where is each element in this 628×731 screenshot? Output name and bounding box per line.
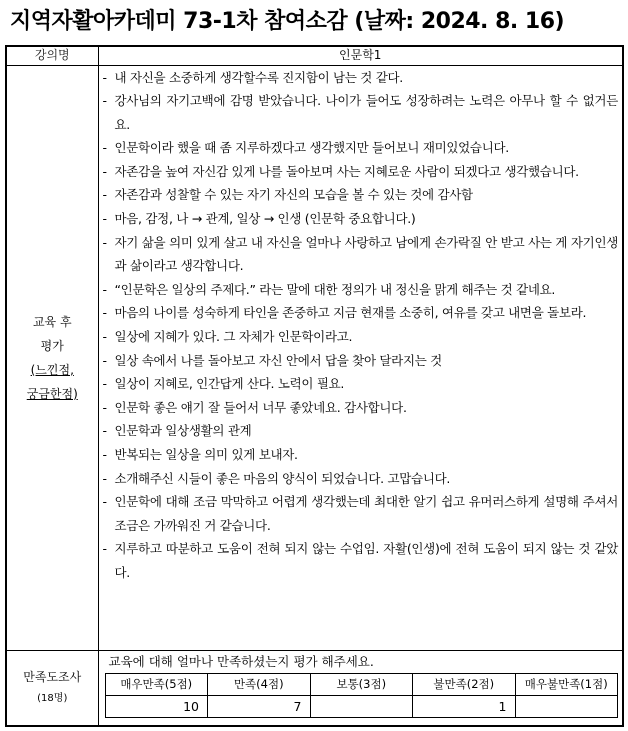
list-item — [101, 419, 619, 443]
list-item — [101, 467, 619, 491]
list-bullet: - — [102, 447, 107, 462]
satisfaction-value-cell: 1 — [413, 695, 516, 717]
list-item — [101, 396, 619, 420]
satisfaction-value-cell: 7 — [208, 695, 311, 717]
list-bullet: - — [102, 281, 107, 297]
list-item — [101, 183, 619, 207]
satisfaction-label-cell — [6, 650, 98, 726]
evaluation-label-line4: 궁금한점) — [26, 386, 78, 401]
list-item-text: 자존감과 성찰할 수 있는 자기 자신의 모습을 볼 수 있는 것에 감사함 — [114, 187, 473, 203]
list-bullet: - — [102, 93, 107, 109]
list-item-text: 인문학에 대해 조금 막막하고 어렵게 생각했는데 최대한 알기 쉽고 유머러스하게 설명해 주셔서 조금은 가까워진 거 같습니다. — [114, 494, 618, 533]
list-item-text: 일상에 지혜가 있다. 그 자체가 인문학이라고. — [114, 329, 353, 345]
satisfaction-column-header: 만족(4점) — [208, 673, 311, 695]
list-item-text: 일상이 지혜로, 인간답게 산다. 노력이 필요. — [114, 376, 345, 392]
list-item-text: 인문학과 일상생활의 관계 — [114, 423, 252, 439]
satisfaction-column-header: 불만족(2점) — [413, 673, 516, 695]
list-bullet: - — [102, 211, 107, 227]
satisfaction-question: 교육에 대해 얼마나 만족하셨는지 평가 해주세요. — [108, 653, 374, 669]
list-item — [101, 537, 619, 584]
list-bullet: - — [102, 329, 107, 345]
list-bullet: - — [102, 140, 107, 156]
list-item-text: 지루하고 따분하고 도움이 전혀 되지 않는 수업임. 자활(인생)에 전혀 도움이 되지 않는 것 같았다. — [114, 541, 618, 580]
list-item-text: 소개해주신 시들이 좋은 마음의 양식이 되었습니다. 고맙습니다. — [114, 470, 451, 486]
satisfaction-header-row — [105, 673, 618, 695]
list-item-text: 마음, 감정, 나 → 관계, 일상 → 인생 (인문학 중요합니다.) — [114, 211, 416, 227]
list-bullet: - — [102, 399, 107, 415]
list-item — [101, 372, 619, 396]
list-item — [101, 207, 619, 231]
list-bullet: - — [102, 494, 107, 510]
list-item — [101, 160, 619, 184]
list-item-text: 반복되는 일상을 의미 있게 보내자. — [114, 447, 298, 462]
list-bullet: - — [102, 376, 107, 392]
list-item — [101, 231, 619, 278]
list-item — [101, 349, 619, 373]
evaluation-label-line1: 교육 후 — [32, 314, 72, 329]
satisfaction-column-header: 보통(3점) — [310, 673, 413, 695]
lecture-name-label: 강의명 — [6, 46, 98, 65]
evaluation-content — [98, 65, 623, 650]
list-item — [101, 490, 619, 537]
evaluation-label-line2: 평가 — [40, 338, 64, 353]
satisfaction-label: 만족도조사 — [23, 669, 82, 684]
list-bullet: - — [102, 470, 107, 486]
satisfaction-value-row — [105, 695, 618, 717]
list-bullet: - — [102, 187, 107, 203]
list-item-text: 인문학이라 했을 때 좀 지루하겠다고 생각했지만 들어보니 재미있었습니다. — [114, 140, 509, 156]
satisfaction-value-cell — [310, 695, 413, 717]
list-item-text: 인문학 좋은 얘기 잘 들어서 너무 좋았네요. 감사합니다. — [114, 399, 407, 415]
list-bullet: - — [102, 352, 107, 368]
evaluation-row — [6, 65, 623, 650]
respondent-count: (18명) — [37, 692, 68, 704]
evaluation-label-line3: (느낀점, — [30, 362, 74, 377]
list-item — [101, 89, 619, 136]
satisfaction-table — [105, 673, 619, 718]
list-item-text: “인문학은 일상의 주제다.” 라는 말에 대한 정의가 내 정신을 맑게 해주는 것 같네요. — [114, 281, 556, 297]
list-item-text: 마음의 나이를 성숙하게 타인을 존중하고 지금 현재를 소중히, 여유를 갖고 내면을 돌보라. — [114, 305, 587, 321]
list-item — [101, 301, 619, 325]
survey-table — [5, 45, 624, 727]
satisfaction-value-cell — [515, 695, 618, 717]
list-item — [101, 325, 619, 349]
list-item — [101, 66, 619, 90]
list-item — [101, 136, 619, 160]
satisfaction-column-header: 매우만족(5점) — [105, 673, 208, 695]
list-bullet: - — [102, 69, 107, 85]
evaluation-list — [101, 66, 619, 585]
list-bullet: - — [102, 423, 107, 439]
list-bullet: - — [102, 234, 107, 250]
list-bullet: - — [102, 305, 107, 321]
list-bullet: - — [102, 541, 107, 557]
satisfaction-value-cell: 10 — [105, 695, 208, 717]
page-title: 지역자활아카데미 73-1차 참여소감 (날짜: 2024. 8. 16) — [10, 9, 565, 34]
satisfaction-column-header: 매우불만족(1점) — [515, 673, 618, 695]
list-item-text: 강사님의 자기고백에 감명 받았습니다. 나이가 들어도 성장하려는 노력은 아무나 할 수 없거든요. — [114, 93, 618, 132]
list-bullet: - — [102, 163, 107, 179]
list-item-text: 자존감을 높여 자신감 있게 나를 돌아보며 사는 지혜로운 사람이 되겠다고 생각했습니다. — [114, 163, 579, 179]
list-item-text: 내 자신을 소중하게 생각할수록 진지함이 남는 것 같다. — [114, 69, 403, 85]
lecture-name-value: 인문학1 — [98, 46, 623, 65]
list-item-text: 일상 속에서 나를 돌아보고 자신 안에서 답을 찾아 달라지는 것 — [114, 352, 442, 368]
list-item — [101, 278, 619, 302]
list-item-text: 자기 삶을 의미 있게 살고 내 자신을 얼마나 사랑하고 남에게 손가락질 안 받고 사는 게 자기인생과 삶이라고 생각합니다. — [114, 234, 618, 274]
satisfaction-row — [6, 650, 623, 726]
list-item — [101, 443, 619, 467]
header-row — [6, 46, 623, 65]
evaluation-label — [6, 65, 98, 650]
satisfaction-content — [98, 650, 623, 726]
